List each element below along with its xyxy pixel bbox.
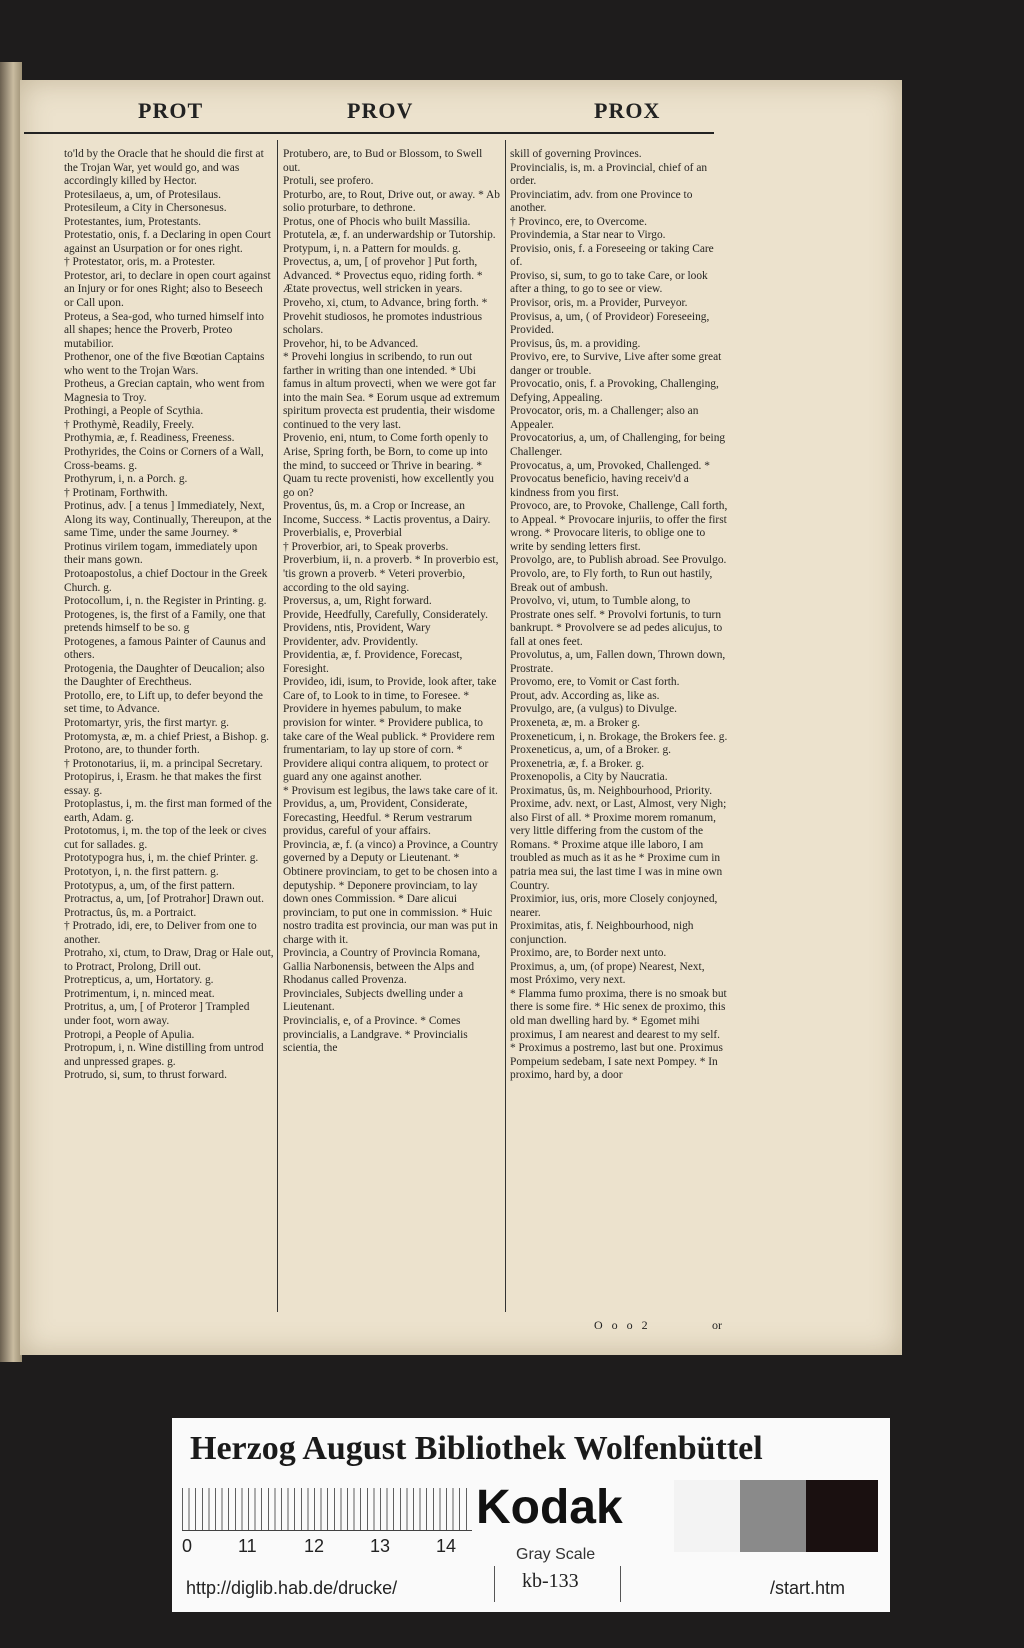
text-column-middle [283,148,501,1320]
strip-divider [494,1566,495,1602]
dictionary-entry: Provocatorius, a, um, of Challenging, for being Challenger. [510,432,726,459]
dictionary-entry: Provindemia, a Star near to Virgo. [510,229,666,242]
dictionary-entry: Provomo, ere, to Vomit or Cast forth. [510,676,680,689]
dictionary-entry: Provincialis, is, m. a Provincial, chief of an order. [510,161,708,188]
kodak-brand-text: Kodak [476,1481,623,1534]
dictionary-entry: Protollo, ere, to Lift up, to defer beyond the set time, to Advance. [64,689,263,716]
dictionary-entry: Protestor, ari, to declare in open court against an Injury or for ones Right; also to Beseech or Call upon. [64,269,271,310]
dictionary-entry: Prothenor, one of the five Bœotian Captains who went to the Trojan Wars. [64,351,265,377]
dictionary-entry: Protutela, æ, f. an underwardship or Tutorship. [283,229,496,242]
dictionary-entry: Provenio, eni, ntum, to Come forth openly to Arise, Spring forth, be Born, to come up into the mind, to succeed or Thrive in bearing. * Quam tu recte provenisti, how excellently you go on? [283,432,494,499]
strip-divider [620,1566,621,1602]
dictionary-entry: Proximitas, atis, f. Neighbourhood, nigh conjunction. [510,920,694,946]
dictionary-entry: Proverbium, ii, n. a proverb. * In proverbio est, 'tis grown a proverb. * Veteri proverbio, according to the old saying. [283,554,499,594]
kodak-logo [476,1480,652,1550]
dictionary-entry: Provolvo, vi, utum, to Tumble along, to Prostrate ones self. * Provolvi fortunis, to turn bankrupt. * Provolvere se ad pedes alicujus, to fall at ones feet. [510,595,723,648]
dictionary-entry: Protropum, i, n. Wine distilling from untrod and unpressed grapes. g. [64,1042,264,1068]
dictionary-entry: Provide, Heedfully, Carefully, Considerately. [283,608,488,621]
dictionary-entry: Protropi, a People of Apulia. [64,1028,195,1041]
dictionary-entry: Provectus, a, um, [ of provehor ] Put forth, Advanced. * Provectus equo, riding forth. * Ætate provectus, well stricken in years. [283,256,483,296]
dictionary-entry: Provincia, æ, f. (a vinco) a Province, a Country governed by a Deputy or Lieutenant. * Obtinere provinciam, to get to be chosen into a deputyship. * Deponere provinciam, to lay down ones Commission. * Dare alicui provinciam, to put one in commission. * Huic nostro tradita est provincia, our man was put in charge with it. [283,838,499,946]
ruler-number: 14 [436,1536,457,1556]
dictionary-entry: Provolutus, a, um, Fallen down, Thrown down, Prostrate. [510,649,726,675]
dictionary-entry: Provisus, a, um, ( of Provideor) Foreseeing, Provided. [510,310,710,337]
dictionary-entry: Proximo, are, to Border next unto. [510,947,667,960]
dictionary-entry: Provocator, oris, m. a Challenger; also an Appealer. [510,405,699,431]
dictionary-entry: Protypum, i, n. a Pattern for moulds. g. [283,242,461,255]
dictionary-entry: Protuli, see profero. [283,175,374,188]
dictionary-entry: † Proverbior, ari, to Speak proverbs. [283,540,449,553]
gray-swatch-mid [740,1480,806,1552]
dictionary-entry: † Protinam, Forthwith. [64,486,168,499]
dictionary-entry: Protraho, xi, ctum, to Draw, Drag or Hale out, to Protract, Prolong, Drill out. [64,947,274,973]
gray-swatch-dark [806,1480,878,1552]
measurement-ruler [182,1488,472,1531]
dictionary-entry: * Flamma fumo proxima, there is no smoak but there is some fire. * Hic senex de proximo, this old man dwelling hard by. * Egomet mihi proximus, I am nearest and dearest to my self. * Proximus a postremo, last but one. Proximus Pompeium sedebam, I sate next Pompey. * In proximo, hard by, a door [510,987,727,1082]
dictionary-entry: Proxeneticus, a, um, of a Broker. g. [510,744,672,757]
dictionary-entry: Provulgo, are, (a vulgus) to Divulge. [510,703,678,716]
dictionary-entry: Provincialis, e, of a Province. * Comes provincialis, a Landgrave. * Provincialis scientia, the [283,1015,468,1055]
dictionary-entry: Protocollum, i, n. the Register in Printing. g. [64,595,267,608]
headword-right: PROX [594,98,661,123]
dictionary-entry: Protogenia, the Daughter of Deucalion; also the Daughter of Erechtheus. [64,662,265,689]
dictionary-entry: Prothyrum, i, n. a Porch. g. [64,473,188,486]
dictionary-entry: Prototyon, i, n. the first pattern. g. [64,865,219,878]
page-header [24,92,714,134]
dictionary-entry: Provoco, are, to Provoke, Challenge, Call forth, to Appeal. * Provocare injuriis, to offer the first wrong. * Provocare literis, to oblige one to write by sending letters first. [510,500,728,553]
dictionary-entry: Protestatio, onis, f. a Declaring in open Court against an Usurpation or for ones right. [64,229,271,255]
dictionary-entry: † Prothymè, Readily, Freely. [64,418,195,431]
dictionary-entry: Protritus, a, um, [ of Proteror ] Trampled under foot, worn away. [64,1001,250,1027]
dictionary-entry: Protrepticus, a, um, Hortatory. g. [64,974,214,987]
dictionary-entry: Protubero, are, to Bud or Blossom, to Swell out. [283,148,483,174]
dictionary-entry: * Provehi longius in scribendo, to run out farther in writing than one intended. * Ubi famus in altum provecti, when we were got far into the main Sea. * Eorum usque ad extremum spiritum provecta est prudentia, their wisdome continued to the very last. [283,351,500,431]
dictionary-entry: Protomysta, æ, m. a chief Priest, a Bishop. g. [64,730,270,743]
dictionary-entry: Proturbo, are, to Rout, Drive out, or away. * Ab solio proturbare, to dethrone. [283,188,500,215]
dictionary-entry: Prothymia, æ, f. Readiness, Freeness. [64,432,235,445]
signature-mark: O o o 2 [594,1318,651,1332]
dictionary-entry: Prototomus, i, m. the top of the leek or cives cut for sallades. g. [64,825,267,851]
dictionary-entry: to'ld by the Oracle that he should die first at the Trojan War, yet would go, and was accordingly killed by Hector. [64,148,264,188]
dictionary-entry: Protono, are, to thunder forth. [64,744,200,757]
dictionary-entry: Proxime, adv. next, or Last, Almost, very Nigh; also First of all. * Proxime morem romanum, very little differing from the custom of the Romans. * Proxime atque ille laboro, I am troubled as much as it as he * Proxime cum in patria mea sui, the last time I was in mine own Country. [510,798,727,892]
dictionary-entry: Proveho, xi, ctum, to Advance, bring forth. * Provehit studiosos, he promotes industrious scholars. [283,297,488,337]
dictionary-entry: Prothingi, a People of Scythia. [64,405,204,418]
dictionary-entry: † Protrado, idi, ere, to Deliver from one to another. [64,920,257,946]
dictionary-entry: Protoapostolus, a chief Doctour in the Greek Church. g. [64,567,268,594]
dictionary-entry: Providus, a, um, Provident, Considerate, Forecasting, Heedful. * Rerum vestrarum providus, careful of your affairs. [283,798,473,838]
dictionary-entry: Protogenes, a famous Painter of Caunus and others. [64,635,266,662]
dictionary-entry: Protogenes, is, the first of a Family, one that pretends himself to be so. g [64,608,266,635]
dictionary-entry: Provivo, ere, to Survive, Live after some great danger or trouble. [510,351,722,377]
dictionary-entry: Provinciales, Subjects dwelling under a Lieutenant. [283,987,463,1014]
dictionary-entry: Proventus, ûs, m. a Crop or Increase, an Income, Success. * Lactis proventus, a Dairy. [283,500,491,526]
dictionary-entry: Provehor, hi, to be Advanced. [283,337,419,350]
dictionary-entry: Protrudo, si, sum, to thrust forward. [64,1069,227,1082]
digital-library-url: http://diglib.hab.de/drucke/ [186,1578,398,1598]
dictionary-entry: † Protestator, oris, m. a Protester. [64,256,216,269]
dictionary-entry: Proxeneta, æ, m. a Broker g. [510,716,641,729]
dictionary-entry: Protheus, a Grecian captain, who went from Magnesia to Troy. [64,378,265,404]
dictionary-entry: Protinus, adv. [ a tenus ] Immediately, Next, Along its way, Continually, Thereupon, at the same Time, under the same Journey. * Protinus virilem togam, immediately upon their mans gown. [64,500,272,567]
dictionary-entry: Proximior, ius, oris, more Closely conjoyned, nearer. [510,893,718,919]
dictionary-entry: Protopirus, i, Erasm. he that makes the first essay. g. [64,771,262,797]
dictionary-entry: Proverbialis, e, Proverbial [283,527,402,540]
dictionary-entry: Proxenopolis, a City by Naucratia. [510,771,668,784]
dictionary-entry: skill of governing Provinces. [510,148,642,160]
dictionary-entry: Provincia, a Country of Provincia Romana, Gallia Narbonensis, between the Alps and Rhodanus called Provenza. [283,947,481,987]
dictionary-entry: Provolo, are, to Fly forth, to Run out hastily, Break out of ambush. [510,567,713,594]
left-page-edge [0,62,22,1362]
dictionary-entry: Provisus, ûs, m. a providing. [510,337,641,350]
dictionary-entry: Providens, ntis, Provident, Wary [283,622,431,635]
gray-scale-label: Gray Scale [516,1546,596,1563]
headword-left: PROT [138,98,204,123]
dictionary-entry: Proxenetria, æ, f. a Broker. g. [510,757,645,770]
column-rule-2 [505,140,506,1312]
dictionary-entry: Provolgo, are, to Publish abroad. See Provulgo. [510,554,727,567]
gray-swatch-light [674,1480,740,1552]
dictionary-entry: Protractus, a, um, [of Protrahor] Drawn out. [64,893,264,906]
ruler-number: 12 [304,1536,325,1556]
dictionary-entry: Protestantes, ium, Protestants. [64,215,201,228]
dictionary-entry: Prothyrides, the Coins or Corners of a Wall, Cross-beams. g. [64,446,264,472]
dictionary-entry: Prototypogra hus, i, m. the chief Printer. g. [64,852,259,865]
dictionary-entry: Prout, adv. According as, like as. [510,689,660,702]
dictionary-entry: Providenter, adv. Providently. [283,635,419,648]
dictionary-entry: Protesileum, a City in Chersonesus. [64,202,227,215]
catchword: or [712,1318,722,1332]
dictionary-entry: * Provisum est legibus, the laws take care of it. [283,784,498,797]
dictionary-entry: Proversus, a, um, Right forward. [283,595,432,608]
dictionary-entry: Proteus, a Sea-god, who turned himself into all shapes; hence the Proverb, Proteo mutabilior. [64,310,264,350]
ruler-number: 0 [182,1536,193,1556]
dictionary-entry: Proximus, a, um, (of prope) Nearest, Next, most Próximo, very next. [510,960,705,987]
dictionary-entry: Protomartyr, yris, the first martyr. g. [64,716,229,729]
dictionary-entry: Proviso, si, sum, to go to take Care, or look after a thing, to go to see or view. [510,269,708,296]
dictionary-entry: Prototypus, a, um, of the first pattern. [64,879,235,892]
headword-center: PROV [347,98,414,123]
dictionary-entry: † Provinco, ere, to Overcome. [510,215,647,228]
dictionary-entry: Provocatus, a, um, Provoked, Challenged. * Provocatus beneficio, having receiv'd a kindness from you first. [510,459,710,499]
shelf-code: kb-133 [522,1570,579,1592]
ruler-number: 13 [370,1536,391,1556]
ruler-number: 11 [238,1536,257,1556]
dictionary-entry: Providentia, æ, f. Providence, Forecast, Foresight. [283,649,463,675]
dictionary-entry: Provisor, oris, m. a Provider, Purveyor. [510,297,688,310]
column-rule-1 [277,140,278,1312]
ruler-numbers [182,1536,472,1560]
dictionary-entry: Protrimentum, i, n. minced meat. [64,987,215,1000]
target-strip [172,1418,890,1612]
dictionary-entry: Provideo, idi, isum, to Provide, look after, take Care of, to Look to in time, to Foresee. * Providere in hyemes pabulum, to make provision for winter. * Providere publica, to take care of the Weal publick. * Providere rem frumentariam, to lay up store of corn. * Providere aliqui contra aliquem, to protect or guard any one against another. [283,676,497,784]
text-column-right [510,148,728,1320]
dictionary-entry: Provocatio, onis, f. a Provoking, Challenging, Defying, Appealing. [510,378,719,404]
library-title: Herzog August Bibliothek Wolfenbüttel [190,1430,763,1467]
dictionary-entry: Proxeneticum, i, n. Brokage, the Brokers fee. g. [510,730,728,743]
dictionary-entry: Protesilaeus, a, um, of Protesilaus. [64,188,221,201]
dictionary-entry: † Protonotarius, ii, m. a principal Secretary. [64,757,263,770]
dictionary-entry: Protus, one of Phocis who built Massilia. [283,215,471,228]
dictionary-entry: Protractus, ûs, m. a Portraict. [64,906,197,919]
url-suffix: /start.htm [770,1578,846,1598]
dictionary-entry: Provinciatim, adv. from one Province to another. [510,188,693,215]
dictionary-entry: Provisio, onis, f. a Foreseeing or taking Care of. [510,242,714,269]
dictionary-entry: Proximatus, ûs, m. Neighbourhood, Priority. [510,784,713,797]
dictionary-entry: Protoplastus, i, m. the first man formed of the earth, Adam. g. [64,798,272,824]
text-column-left [64,148,274,1320]
